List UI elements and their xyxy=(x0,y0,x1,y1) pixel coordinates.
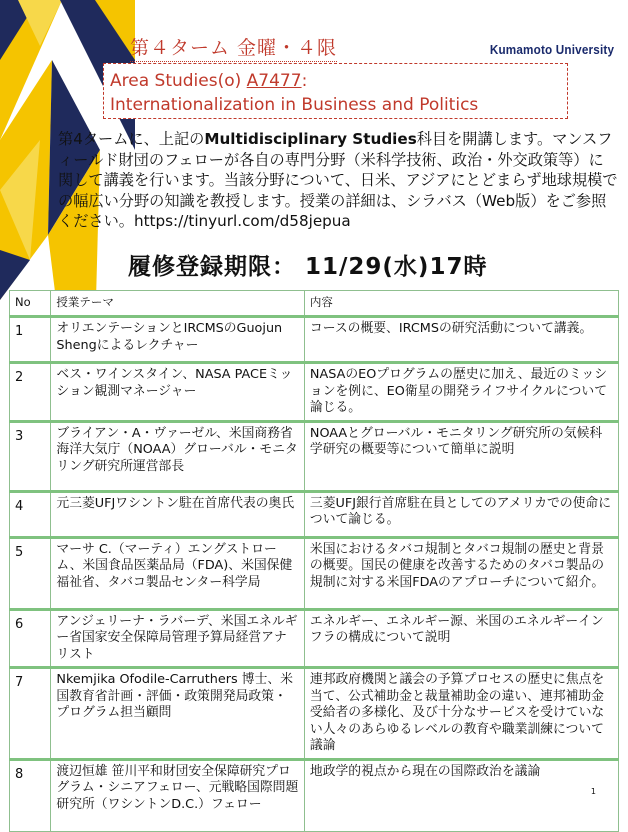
row-content: 三菱UFJ銀行首席駐在員としてのアメリカでの使命について論じる。 xyxy=(304,491,618,537)
row-theme: ブライアン・A・ヴァーゼル、米国商務省海洋大気庁（NOAA）グローバル・モニタリング研究所運営部長 xyxy=(51,421,304,491)
row-content: 連邦政府機関と議会の予算プロセスの歴史に焦点を当て、公式補助金と裁量補助金の違い、連邦補助金受給者の多様化、及び十分なサービスを受けていない人々のあらゆるレベルの教育や職業訓練について議論 xyxy=(304,668,618,760)
term-title: 第４ターム 金曜・４限 xyxy=(130,33,337,62)
row-number: 1 xyxy=(10,317,51,363)
intro-text-1: 第4タームに、上記の xyxy=(58,130,205,148)
row-theme: Nkemjika Ofodile-Carruthers 博士、米国教育省計画・評価・政策開発局政策・プログラム担当顧問 xyxy=(51,668,304,760)
table-row xyxy=(10,537,619,609)
row-theme: マーサ C.（マーティ）エングストローム、米国食品医薬品局（FDA)、米国保健福祉省、タバコ製品センター科学局 xyxy=(51,537,304,609)
row-content: NOAAとグローバル・モニタリング研究所の気候科学研究の概要等について簡単に説明 xyxy=(304,421,618,491)
row-content: 米国におけるタバコ規制とタバコ規制の歴史と背景の概要。国民の健康を改善するためのタバコ製品の規制に対する米国FDAのアプローチについて紹介。 xyxy=(304,537,618,609)
table-row xyxy=(10,668,619,760)
row-number: 5 xyxy=(10,537,51,609)
course-code-link[interactable]: A7477 xyxy=(246,71,302,91)
course-name: Area Studies(o) xyxy=(110,71,247,91)
row-content: コースの概要、IRCMSの研究活動について講義。 xyxy=(304,317,618,363)
header-content: 内容 xyxy=(304,291,618,317)
table-row xyxy=(10,759,619,831)
lecture-schedule-table xyxy=(9,290,619,832)
table-row xyxy=(10,421,619,491)
row-number: 6 xyxy=(10,609,51,668)
intro-text-2: 科目を開講します。マンスフィールド財団のフェローが各自の専門分野（米科学技術、政治・外交政策等）に関して講義を行います。当該分野について、日米、アジアにとどまらず地球規模での幅広い分野の知識を教授します。授業の詳細は、シラバス（Web版）をご参照ください。https://tinyurl.com/d58jepua xyxy=(58,130,618,230)
course-title-line2: Internationalization in Business and Politics xyxy=(110,95,479,115)
university-logo: Kumamoto University xyxy=(489,42,614,57)
row-theme: 渡辺恒雄 笹川平和財団安全保障研究プログラム・シニアフェロー、元戦略国際問題研究所（ワシントンD.C.）フェロー xyxy=(51,759,304,831)
row-theme: 元三菱UFJワシントン駐在首席代表の奥氏 xyxy=(51,491,304,537)
row-content: NASAのEOプログラムの歴史に加え、最近のミッションを例に、EO衛星の開発ライフサイクルについて論じる。 xyxy=(304,363,618,422)
table-row xyxy=(10,363,619,422)
table-row xyxy=(10,609,619,668)
row-number: 3 xyxy=(10,421,51,491)
intro-paragraph xyxy=(58,129,618,232)
course-title-box xyxy=(103,63,568,119)
table-row xyxy=(10,491,619,537)
row-number: 2 xyxy=(10,363,51,422)
row-theme: オリエンテーションとIRCMSのGuojun Shengによるレクチャー xyxy=(51,317,304,363)
row-content: エネルギー、エネルギー源、米国のエネルギーインフラの構成について説明 xyxy=(304,609,618,668)
row-content: 地政学的視点から現在の国際政治を議論 xyxy=(304,759,618,831)
row-number: 7 xyxy=(10,668,51,760)
registration-deadline: 履修登録期限： 11/29(水)17時 xyxy=(128,254,488,280)
row-number: 4 xyxy=(10,491,51,537)
row-theme: アンジェリーナ・ラバーデ、米国エネルギー省国家安全保障局管理予算局経営アナリスト xyxy=(51,609,304,668)
header-theme: 授業テーマ xyxy=(51,291,304,317)
course-title-line1 xyxy=(110,69,567,93)
table-row xyxy=(10,317,619,363)
course-colon: : xyxy=(301,71,308,91)
row-number: 8 xyxy=(10,759,51,831)
intro-bold-text: Multidisciplinary Studies xyxy=(204,130,417,148)
row-theme: ベス・ワインスタイン、NASA PACEミッション観測マネージャー xyxy=(51,363,304,422)
table-header-row xyxy=(10,291,619,317)
header-no: No xyxy=(10,291,51,317)
page-number: 1 xyxy=(590,787,596,796)
